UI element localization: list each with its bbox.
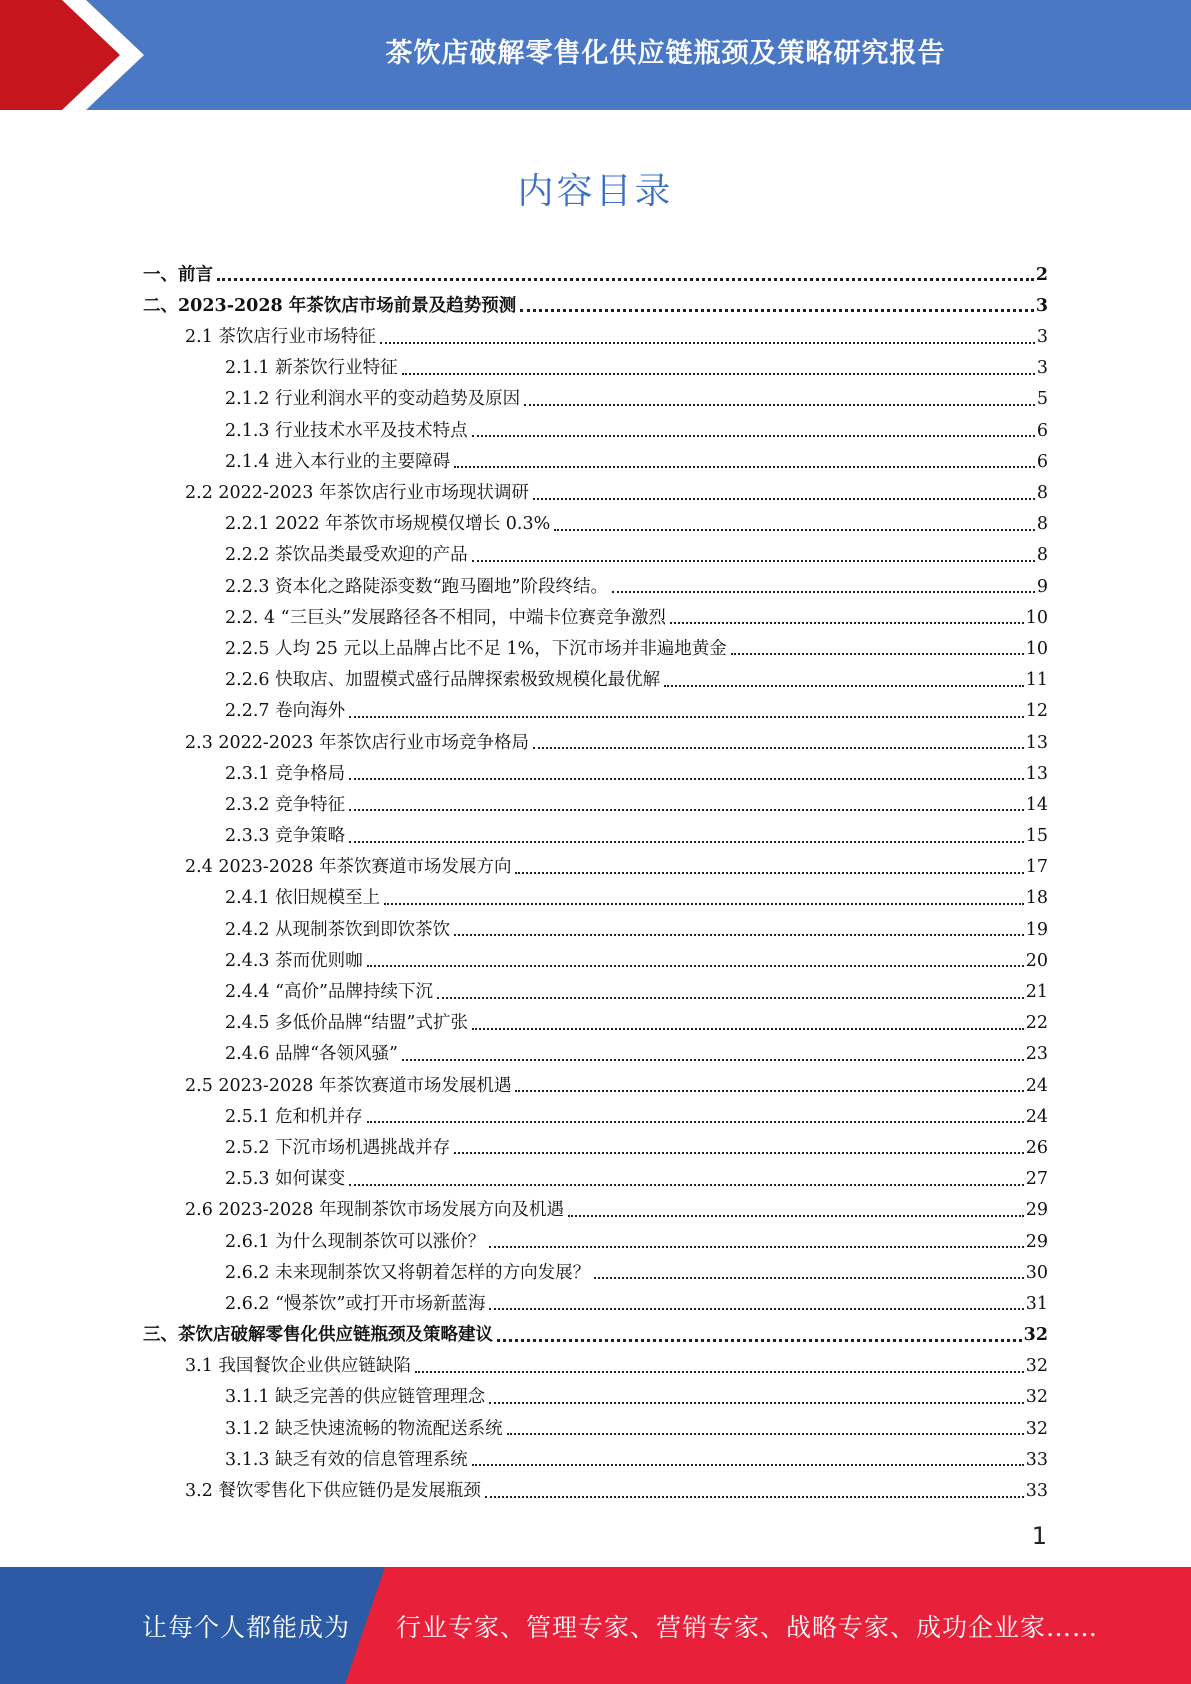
toc-dot-leader [731, 653, 1024, 655]
toc-entry-page: 32 [1025, 1356, 1048, 1377]
toc-dot-leader [384, 903, 1024, 905]
toc-dot-leader [367, 965, 1024, 967]
toc-dot-leader [437, 997, 1024, 999]
toc-entry[interactable] [143, 1313, 1048, 1344]
toc-entry[interactable] [143, 939, 1048, 970]
toc-entry-page: 32 [1025, 1387, 1048, 1408]
toc-entry-label: 2.5.1 危和机并存 [225, 1106, 363, 1127]
toc-entry[interactable] [143, 1251, 1048, 1282]
toc-entry-label: 2.4.5 多低价品牌“结盟”式扩张 [225, 1013, 468, 1034]
toc-entry-label: 2.3 2022-2023 年茶饮店行业市场竞争格局 [185, 732, 529, 753]
footer-slogan-left: 让每个人都能成为 [142, 1612, 351, 1642]
toc-dot-leader [489, 1402, 1024, 1404]
toc-dot-leader [454, 466, 1035, 468]
toc-entry-label: 2.2.6 快取店、加盟模式盛行品牌探索极致规模化最优解 [225, 670, 661, 691]
toc-dot-leader [402, 373, 1035, 375]
toc-dot-leader [367, 1121, 1024, 1123]
toc-entry[interactable] [143, 534, 1048, 565]
toc-entry-label: 3.1.2 缺乏快速流畅的物流配送系统 [225, 1418, 503, 1439]
report-title: 茶饮店破解零售化供应链瓶颈及策略研究报告 [385, 37, 946, 69]
toc-entry[interactable] [143, 877, 1048, 908]
toc-entry[interactable] [143, 752, 1048, 783]
toc-dot-leader [415, 1371, 1024, 1373]
toc-dot-leader [485, 1496, 1024, 1498]
toc-entry-label: 2.1 茶饮店行业市场特征 [185, 327, 376, 348]
toc-entry[interactable] [143, 1002, 1048, 1033]
toc-entry-page: 17 [1025, 857, 1048, 878]
toc-entry-page: 3 [1036, 327, 1048, 348]
footer-banner [0, 1567, 1191, 1684]
toc-dot-leader [489, 1308, 1023, 1310]
toc-entry[interactable] [143, 565, 1048, 596]
toc-entry[interactable] [143, 1345, 1048, 1376]
toc-entry[interactable] [143, 1157, 1048, 1188]
toc-entry-page: 8 [1036, 514, 1048, 535]
toc-entry-page: 27 [1025, 1169, 1048, 1190]
toc-entry-label: 2.1.2 行业利润水平的变动趋势及原因 [225, 389, 521, 410]
toc-entry[interactable] [143, 846, 1048, 877]
toc-entry[interactable] [143, 1438, 1048, 1469]
toc-entry[interactable] [143, 284, 1048, 315]
toc-entry-label: 2.4.4 “高价”品牌持续下沉 [225, 982, 433, 1002]
toc-dot-leader [612, 591, 1035, 593]
toc-entry[interactable] [143, 503, 1048, 534]
toc-entry[interactable] [143, 1126, 1048, 1157]
toc-dot-leader [497, 1339, 1022, 1342]
toc-dot-leader [507, 1433, 1024, 1435]
toc-entry[interactable] [143, 440, 1048, 471]
toc-entry-label: 2.3.2 竞争特征 [225, 794, 346, 815]
toc-entry-label: 2.1.3 行业技术水平及技术特点 [225, 420, 468, 441]
toc-entry-page: 5 [1036, 389, 1048, 410]
toc-entry-page: 29 [1025, 1200, 1048, 1221]
toc-dot-leader [454, 934, 1024, 936]
toc-dot-leader [349, 716, 1024, 718]
toc-entry-label: 3.2 餐饮零售化下供应链仍是发展瓶颈 [185, 1481, 481, 1501]
toc-entry[interactable] [143, 908, 1048, 939]
toc-entry-label: 3.1.3 缺乏有效的信息管理系统 [225, 1449, 468, 1470]
toc-entry[interactable] [143, 1095, 1048, 1126]
toc-dot-leader [349, 1184, 1024, 1186]
toc-entry[interactable] [143, 783, 1048, 814]
toc-entry-label: 3.1 我国餐饮企业供应链缺陷 [185, 1356, 411, 1377]
toc-entry-page: 9 [1036, 576, 1048, 597]
toc-entry-label: 2.2.2 茶饮品类最受欢迎的产品 [225, 545, 468, 566]
toc-entry-label: 2.2.1 2022 年茶饮市场规模仅增长 0.3% [225, 514, 551, 535]
toc-entry[interactable] [143, 1376, 1048, 1407]
toc-entry[interactable] [143, 596, 1048, 627]
toc-entry-page: 3 [1035, 295, 1048, 316]
toc-entry-page: 22 [1025, 1013, 1048, 1034]
toc-entry-label: 2.4.2 从现制茶饮到即饮茶饮 [225, 919, 451, 940]
toc-entry-page: 8 [1036, 545, 1048, 566]
footer-slogan-right: 行业专家、管理专家、营销专家、战略专家、成功企业家…… [396, 1612, 1099, 1642]
toc-entry-label: 2.5 2023-2028 年茶饮赛道市场发展机遇 [185, 1075, 512, 1096]
toc-entry-page: 20 [1025, 950, 1048, 971]
toc-dot-leader [472, 1028, 1024, 1030]
toc-entry-page: 33 [1025, 1481, 1048, 1501]
toc-entry-page: 19 [1025, 919, 1048, 940]
toc-entry-page: 32 [1025, 1418, 1048, 1439]
toc-entry[interactable] [143, 721, 1048, 752]
toc-entry-label: 2.4.3 茶而优则咖 [225, 950, 363, 971]
toc-entry-page: 3 [1036, 358, 1048, 379]
toc-entry-page: 18 [1025, 888, 1048, 909]
table-of-contents [143, 253, 1048, 1501]
toc-entry-label: 2.1.4 进入本行业的主要障碍 [225, 451, 451, 472]
toc-dot-leader [524, 404, 1035, 406]
toc-dot-leader [349, 841, 1024, 843]
toc-dot-leader [664, 685, 1024, 687]
toc-entry-page: 21 [1025, 982, 1048, 1002]
toc-entry-label: 2.4.6 品牌“各领风骚” [225, 1044, 398, 1065]
toc-entry-label: 2.5.3 如何谋变 [225, 1169, 346, 1190]
toc-entry[interactable] [143, 1469, 1048, 1500]
toc-dot-leader [402, 1059, 1024, 1061]
toc-entry-label: 三、茶饮店破解零售化供应链瓶颈及策略建议 [143, 1325, 493, 1346]
toc-entry[interactable] [143, 347, 1048, 378]
toc-entry-page: 13 [1025, 732, 1048, 753]
toc-dot-leader [515, 872, 1023, 874]
toc-dot-leader [380, 342, 1035, 344]
toc-dot-leader [533, 747, 1024, 749]
toc-entry[interactable] [143, 1220, 1048, 1251]
toc-entry-label: 2.4.1 依旧规模至上 [225, 888, 381, 909]
toc-entry-label: 2.2.3 资本化之路陡添变数“跑马圈地”阶段终结。 [225, 576, 608, 597]
toc-entry-page: 33 [1025, 1449, 1048, 1470]
toc-entry-page: 31 [1025, 1293, 1048, 1314]
toc-dot-leader [568, 1215, 1024, 1217]
toc-dot-leader [472, 1464, 1024, 1466]
toc-entry-page: 32 [1023, 1325, 1048, 1346]
toc-entry-label: 3.1.1 缺乏完善的供应链管理理念 [225, 1387, 486, 1408]
toc-dot-leader [520, 309, 1034, 312]
toc-entry-label: 2.5.2 下沉市场机遇挑战并存 [225, 1137, 451, 1158]
toc-entry-page: 12 [1025, 701, 1048, 722]
toc-entry-page: 29 [1025, 1231, 1048, 1252]
toc-entry-page: 11 [1025, 670, 1048, 691]
toc-entry-page: 14 [1025, 794, 1048, 815]
toc-entry[interactable] [143, 627, 1048, 658]
toc-entry[interactable] [143, 1407, 1048, 1438]
header-banner [0, 0, 1191, 110]
toc-entry[interactable] [143, 409, 1048, 440]
toc-entry-page: 24 [1025, 1106, 1048, 1127]
toc-entry-label: 2.6.1 为什么现制茶饮可以涨价？ [225, 1231, 486, 1252]
toc-entry-page: 26 [1025, 1137, 1048, 1158]
toc-dot-leader [489, 1246, 1024, 1248]
toc-entry-label: 2.4 2023-2028 年茶饮赛道市场发展方向 [185, 857, 512, 878]
toc-entry-label: 2.2 2022-2023 年茶饮店行业市场现状调研 [185, 483, 529, 503]
toc-entry[interactable] [143, 970, 1048, 1001]
toc-entry-page: 10 [1025, 638, 1048, 659]
red-chevron-icon [0, 0, 160, 110]
toc-entry-page: 15 [1025, 826, 1048, 847]
toc-entry-page: 30 [1025, 1262, 1048, 1283]
toc-dot-leader [515, 1090, 1023, 1092]
toc-entry[interactable] [143, 814, 1048, 845]
toc-dot-leader [554, 529, 1035, 531]
toc-entry-label: 二、2023-2028 年茶饮店市场前景及趋势预测 [143, 295, 517, 316]
toc-entry[interactable] [143, 1282, 1048, 1313]
toc-entry-page: 24 [1025, 1075, 1048, 1096]
toc-dot-leader [533, 498, 1035, 500]
toc-entry[interactable] [143, 1033, 1048, 1064]
toc-entry-page: 23 [1025, 1044, 1048, 1065]
toc-dot-leader [594, 1277, 1024, 1279]
toc-entry[interactable] [143, 471, 1048, 502]
toc-entry-label: 2.2.5 人均 25 元以上品牌占比不足 1%，下沉市场并非遍地黄金 [225, 638, 727, 659]
toc-entry[interactable] [143, 1189, 1048, 1220]
toc-entry[interactable] [143, 1064, 1048, 1095]
toc-entry[interactable] [143, 658, 1048, 689]
toc-entry-label: 2.6.2 未来现制茶饮又将朝着怎样的方向发展？ [225, 1262, 591, 1283]
toc-entry-label: 2.2.7 卷向海外 [225, 701, 346, 722]
toc-entry-label: 2.3.3 竞争策略 [225, 826, 346, 847]
toc-dot-leader [454, 1152, 1024, 1154]
toc-entry[interactable] [143, 253, 1048, 284]
toc-entry-label: 2.6 2023-2028 年现制茶饮市场发展方向及机遇 [185, 1200, 564, 1221]
toc-entry-page: 6 [1036, 420, 1048, 441]
toc-dot-leader [349, 809, 1024, 811]
toc-entry-label: 一、前言 [143, 264, 213, 285]
toc-entry-label: 2.1.1 新茶饮行业特征 [225, 358, 398, 379]
toc-entry-page: 10 [1025, 607, 1048, 628]
toc-entry-page: 13 [1025, 763, 1048, 784]
toc-entry[interactable] [143, 315, 1048, 346]
toc-entry-page: 6 [1036, 451, 1048, 472]
toc-entry-page: 8 [1036, 483, 1048, 503]
toc-entry[interactable] [143, 378, 1048, 409]
toc-dot-leader [472, 435, 1035, 437]
toc-entry[interactable] [143, 690, 1048, 721]
toc-entry-label: 2.2. 4 “三巨头”发展路径各不相同，中端卡位赛竞争激烈 [225, 607, 667, 628]
toc-dot-leader [670, 622, 1024, 624]
toc-heading: 内容目录 [517, 171, 674, 212]
toc-entry-label: 2.6.2 “慢茶饮”或打开市场新蓝海 [225, 1293, 486, 1314]
toc-entry-page: 2 [1035, 264, 1048, 285]
page-number: 1 [1031, 1522, 1047, 1550]
toc-entry-label: 2.3.1 竞争格局 [225, 763, 346, 784]
toc-dot-leader [217, 278, 1034, 281]
toc-dot-leader [472, 560, 1035, 562]
toc-dot-leader [349, 778, 1024, 780]
